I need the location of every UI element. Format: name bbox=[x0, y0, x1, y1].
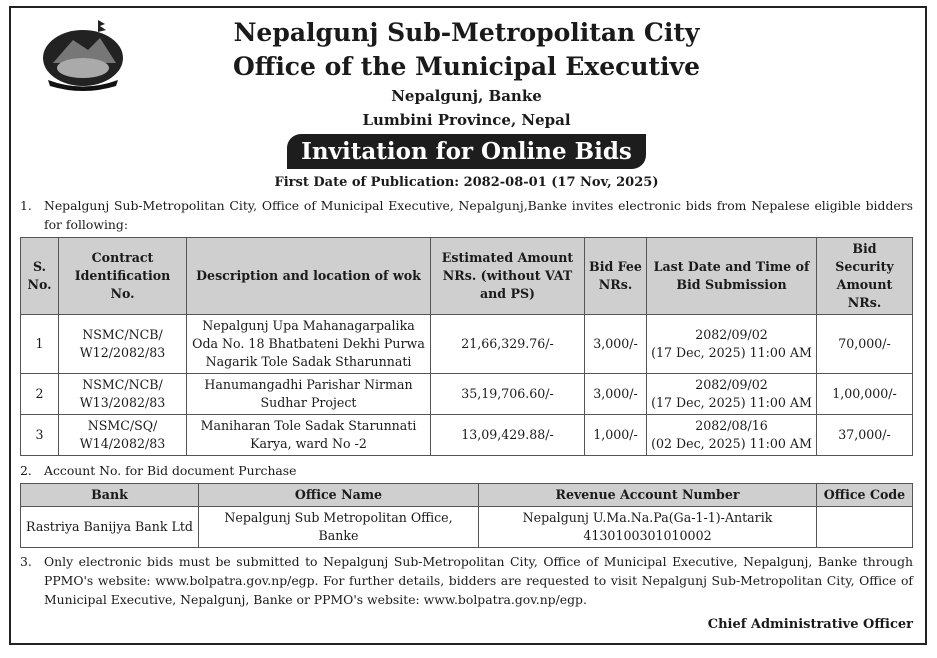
revenue-account-number: 4130100301010002 bbox=[583, 528, 712, 543]
amount-cell: 21,66,329.76/- bbox=[431, 315, 585, 374]
office-title: Office of the Municipal Executive bbox=[233, 52, 700, 81]
deadline-time: (17 Dec, 2025) 11:00 AM bbox=[651, 345, 812, 360]
address-line: Nepalgunj, Banke bbox=[391, 87, 542, 105]
description-cell: Maniharan Tole Sadak Starunnati Karya, ward No -2 bbox=[187, 415, 431, 456]
signature-title: Chief Administrative Officer bbox=[707, 617, 913, 632]
table-row bbox=[21, 374, 913, 415]
province-line: Lumbini Province, Nepal bbox=[362, 111, 571, 129]
nepal-emblem-logo bbox=[38, 18, 128, 92]
section-number: 3. bbox=[20, 554, 32, 569]
revenue-account-name: Nepalgunj U.Ma.Na.Pa(Ga-1-1)-Antarik bbox=[522, 510, 773, 525]
header-cell: Description and location of wok bbox=[187, 238, 431, 315]
section-text: Only electronic bids must be submitted to Nepalgunj Sub-Metropolitan City, Office of Municipal Executive, Nepalgunj, Banke through PPMO's website: www.bolpatra.gov.np/egp. For further details, bidders are requested to visit Nepalgunj Sub-Metropolitan City, Office of Municipal Executive, Nepalgunj, Banke or PPMO's website: www.bolpatra.gov.np/egp. bbox=[44, 554, 913, 607]
deadline-cell bbox=[647, 374, 817, 415]
header-cell: Bid Fee NRs. bbox=[585, 238, 647, 315]
fee-cell: 3,000/- bbox=[585, 315, 647, 374]
deadline-date: 2082/09/02 bbox=[695, 327, 768, 342]
header-cell: Office Code bbox=[817, 484, 913, 507]
banner-container bbox=[20, 134, 913, 169]
city-title: Nepalgunj Sub-Metropolitan City bbox=[233, 18, 700, 47]
table-header-row bbox=[21, 238, 913, 315]
table-row bbox=[21, 315, 913, 374]
serial-cell: 3 bbox=[21, 415, 59, 456]
deadline-date: 2082/09/02 bbox=[695, 377, 768, 392]
notice-banner: Invitation for Online Bids bbox=[287, 134, 646, 169]
office-code-cell bbox=[817, 507, 913, 548]
deadline-date: 2082/08/16 bbox=[695, 418, 768, 433]
header-cell: Bank bbox=[21, 484, 199, 507]
contract-id-cell: NSMC/SQ/ W14/2082/83 bbox=[59, 415, 187, 456]
amount-cell: 35,19,706.60/- bbox=[431, 374, 585, 415]
account-table bbox=[20, 483, 913, 548]
section-2 bbox=[20, 461, 913, 480]
section-number: 2. bbox=[20, 463, 32, 478]
section-1 bbox=[20, 196, 913, 234]
table-row bbox=[21, 415, 913, 456]
serial-cell: 1 bbox=[21, 315, 59, 374]
amount-cell: 13,09,429.88/- bbox=[431, 415, 585, 456]
header-cell: Revenue Account Number bbox=[479, 484, 817, 507]
header-cell: Estimated Amount NRs. (without VAT and PS) bbox=[431, 238, 585, 315]
bids-table bbox=[20, 237, 913, 456]
header-cell: S. No. bbox=[21, 238, 59, 315]
header-cell: Contract Identification No. bbox=[59, 238, 187, 315]
header-cell: Last Date and Time of Bid Submission bbox=[647, 238, 817, 315]
deadline-time: (02 Dec, 2025) 11:00 AM bbox=[651, 436, 812, 451]
security-cell: 1,00,000/- bbox=[817, 374, 913, 415]
section-3 bbox=[20, 552, 913, 609]
header-cell: Bid Security Amount NRs. bbox=[817, 238, 913, 315]
document-border bbox=[9, 6, 927, 645]
bank-cell: Rastriya Banijya Bank Ltd bbox=[21, 507, 199, 548]
serial-cell: 2 bbox=[21, 374, 59, 415]
contract-id-cell: NSMC/NCB/ W12/2082/83 bbox=[59, 315, 187, 374]
table-row bbox=[21, 507, 913, 548]
table-header-row bbox=[21, 484, 913, 507]
publication-date: First Date of Publication: 2082-08-01 (17 Nov, 2025) bbox=[274, 175, 659, 190]
deadline-time: (17 Dec, 2025) 11:00 AM bbox=[651, 395, 812, 410]
deadline-cell bbox=[647, 315, 817, 374]
description-cell: Nepalgunj Upa Mahanagarpalika Oda No. 18 Bhatbateni Dekhi Purwa Nagarik Tole Sadak Stharunnati bbox=[187, 315, 431, 374]
fee-cell: 1,000/- bbox=[585, 415, 647, 456]
security-cell: 70,000/- bbox=[817, 315, 913, 374]
fee-cell: 3,000/- bbox=[585, 374, 647, 415]
security-cell: 37,000/- bbox=[817, 415, 913, 456]
section-text: Account No. for Bid document Purchase bbox=[44, 463, 297, 478]
contract-id-cell: NSMC/NCB/ W13/2082/83 bbox=[59, 374, 187, 415]
office-name-cell: Nepalgunj Sub Metropolitan Office, Banke bbox=[199, 507, 479, 548]
header-cell: Office Name bbox=[199, 484, 479, 507]
section-number: 1. bbox=[20, 198, 32, 213]
deadline-cell bbox=[647, 415, 817, 456]
description-cell: Hanumangadhi Parishar Nirman Sudhar Project bbox=[187, 374, 431, 415]
revenue-account-cell bbox=[479, 507, 817, 548]
section-text: Nepalgunj Sub-Metropolitan City, Office of Municipal Executive, Nepalgunj,Banke invites electronic bids from Nepalese eligible bidders for following: bbox=[44, 198, 913, 232]
